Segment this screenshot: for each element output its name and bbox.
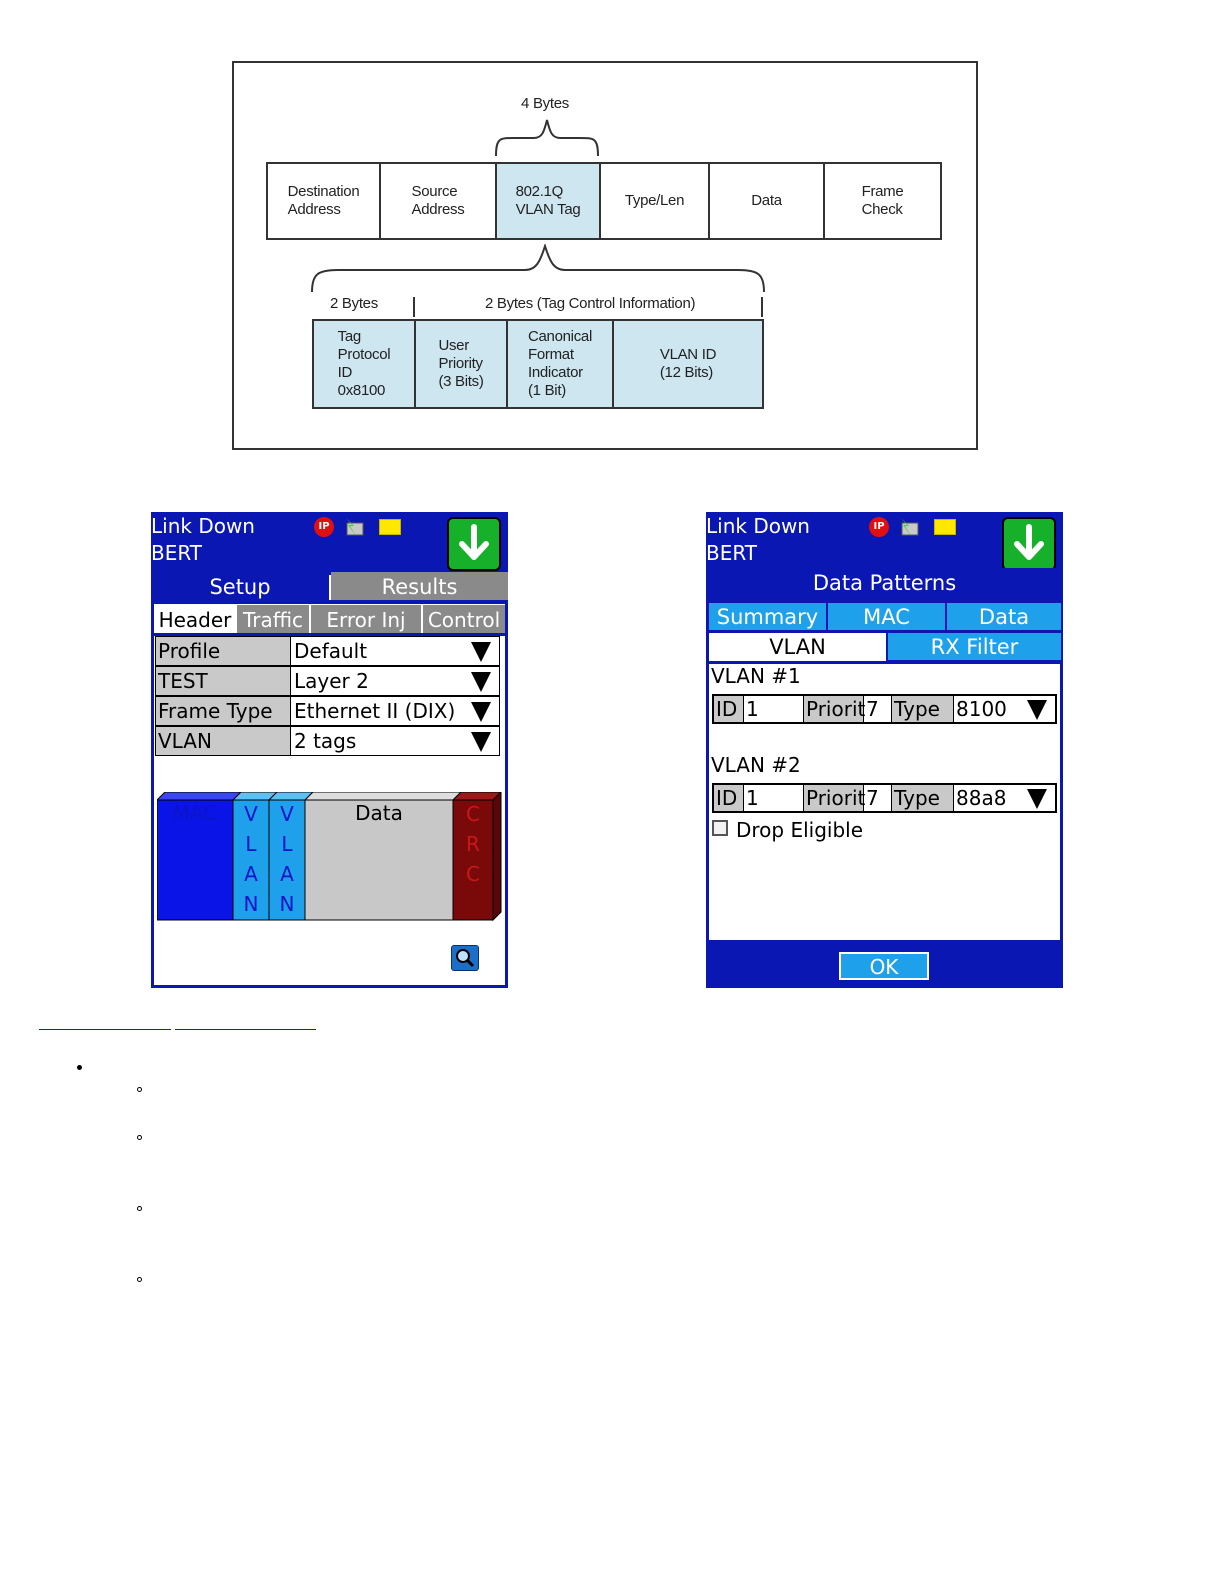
vlan1-heading: VLAN #1 <box>711 664 801 688</box>
vlan1-id-label: ID <box>714 696 744 722</box>
field-frame-check: Frame Check <box>823 162 942 240</box>
divider <box>761 297 763 317</box>
vlan1-row <box>712 694 1057 724</box>
vlan1-type-label: Type <box>892 696 954 722</box>
subtab-error-inj[interactable]: Error Inj <box>311 605 421 633</box>
vlan2-type-select[interactable]: 88a8 <box>956 786 1007 810</box>
network-status-icon <box>344 516 368 538</box>
field-destination-address: Destination Address <box>266 162 381 240</box>
vlan1-priority-input[interactable]: 7 <box>864 696 892 722</box>
field-tag-protocol-id: Tag Protocol ID 0x8100 <box>312 319 416 409</box>
field-vlan-id: VLAN ID (12 Bits) <box>612 319 764 409</box>
frame-type-label: Frame Type <box>156 697 291 725</box>
ip-icon: IP <box>869 517 889 537</box>
link-underline[interactable] <box>175 1029 316 1030</box>
screen-border <box>1060 662 1063 942</box>
field-canonical-format-indicator: Canonical Format Indicator (1 Bit) <box>506 319 614 409</box>
right-device-screen <box>706 512 1063 988</box>
vlan1-id-input[interactable]: 1 <box>744 696 804 722</box>
vlan2-id-input[interactable]: 1 <box>744 785 804 811</box>
field-vlan-tag: 802.1Q VLAN Tag <box>495 162 601 240</box>
zoom-button[interactable] <box>451 945 479 971</box>
dropdown-arrow-icon[interactable] <box>1027 789 1047 809</box>
test-label: TEST <box>156 667 291 695</box>
vlan1-priority-label: Priorit <box>806 697 866 721</box>
vlan2-block: V L A N <box>279 802 295 916</box>
download-button[interactable] <box>1002 517 1056 571</box>
vlan1-type-select[interactable]: 8100 <box>956 697 1007 721</box>
vlan2-type-label: Type <box>892 785 954 811</box>
test-select[interactable]: Layer 2 <box>294 669 369 693</box>
magnifier-icon <box>452 946 478 970</box>
field-type-len: Type/Len <box>599 162 710 240</box>
tab-vlan[interactable]: VLAN <box>709 633 886 661</box>
test-row[interactable] <box>155 666 500 696</box>
vlan-label: VLAN <box>156 727 291 755</box>
dropdown-arrow-icon[interactable] <box>471 732 491 752</box>
folder-icon <box>934 519 956 535</box>
vlan2-id-label: ID <box>714 785 744 811</box>
dropdown-arrow-icon[interactable] <box>471 672 491 692</box>
data-block-label: Data <box>355 801 403 825</box>
profile-select[interactable]: Default <box>294 639 368 663</box>
folder-icon <box>379 519 401 535</box>
dropdown-arrow-icon[interactable] <box>471 642 491 662</box>
subtab-traffic[interactable]: Traffic <box>237 605 309 633</box>
test-mode: BERT <box>706 541 758 565</box>
ok-button[interactable]: OK <box>839 952 929 980</box>
field-user-priority: User Priority (3 Bits) <box>414 319 508 409</box>
bytes-top-label: 4 Bytes <box>521 95 569 112</box>
vlan2-priority-label: Priorit <box>806 786 866 810</box>
download-button[interactable] <box>447 517 501 571</box>
frame-type-select[interactable]: Ethernet II (DIX) <box>294 699 456 723</box>
dropdown-arrow-icon[interactable] <box>471 702 491 722</box>
field-data: Data <box>708 162 825 240</box>
tab-setup[interactable]: Setup <box>151 572 329 600</box>
field-source-address: Source Address <box>379 162 497 240</box>
frame-type-row[interactable] <box>155 696 500 726</box>
vlan2-row <box>712 783 1057 813</box>
top-brace <box>494 118 600 158</box>
dropdown-arrow-icon[interactable] <box>1027 700 1047 720</box>
lower-brace <box>310 244 766 294</box>
profile-row[interactable] <box>155 636 500 666</box>
tab-results[interactable]: Results <box>331 572 508 600</box>
sub-bullet-point <box>137 1087 142 1092</box>
link-status: Link Down <box>706 514 810 538</box>
subtab-header[interactable]: Header <box>155 605 235 633</box>
sub-bullet-point <box>137 1277 142 1282</box>
tab-mac[interactable]: MAC <box>828 603 945 630</box>
subtab-control[interactable]: Control <box>423 605 505 633</box>
page-title: Data Patterns <box>706 568 1063 602</box>
status-header <box>151 512 508 572</box>
sub-bullet-point <box>137 1135 142 1140</box>
tab-data[interactable]: Data <box>947 603 1061 630</box>
bytes-right-label: 2 Bytes (Tag Control Information) <box>485 295 696 312</box>
vlan1-block: V L A N <box>243 802 259 916</box>
sub-bullet-point <box>137 1206 142 1211</box>
link-underline[interactable] <box>39 1029 171 1030</box>
vlan-row[interactable] <box>155 726 500 756</box>
divider <box>413 297 415 317</box>
tab-separator <box>151 600 508 604</box>
link-status: Link Down <box>151 514 255 538</box>
network-status-icon <box>899 516 923 538</box>
bytes-left-label: 2 Bytes <box>330 295 378 312</box>
drop-eligible-label: Drop Eligible <box>736 818 864 842</box>
vlan-select[interactable]: 2 tags <box>294 729 357 753</box>
tab-rx-filter[interactable]: RX Filter <box>888 633 1061 660</box>
test-mode: BERT <box>151 541 203 565</box>
profile-label: Profile <box>156 637 291 665</box>
ip-icon: IP <box>314 517 334 537</box>
left-device-screen <box>151 512 508 988</box>
vlan2-heading: VLAN #2 <box>711 753 801 777</box>
tab-summary[interactable]: Summary <box>709 603 826 630</box>
screen-border <box>706 662 709 942</box>
vlan2-priority-input[interactable]: 7 <box>864 785 892 811</box>
bullet-point <box>77 1065 82 1070</box>
mac-block-label: MAC <box>172 801 218 825</box>
status-header <box>706 512 1063 572</box>
drop-eligible-checkbox[interactable] <box>712 820 728 836</box>
crc-block: C R C <box>466 802 480 886</box>
